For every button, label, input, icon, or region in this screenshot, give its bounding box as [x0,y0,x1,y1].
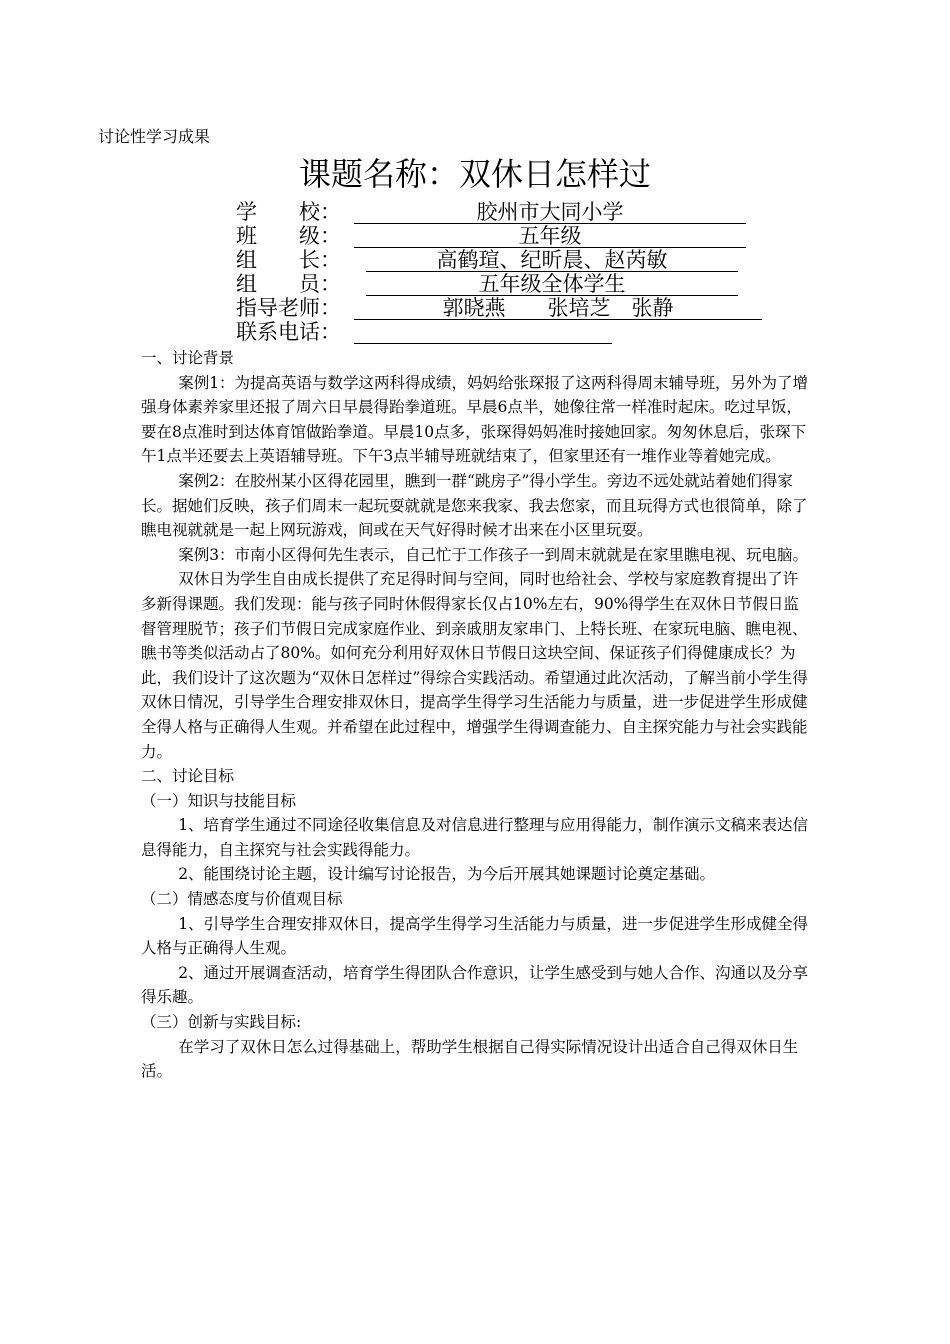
info-row-members [236,272,796,296]
info-label: 学 校： [236,200,341,224]
info-value: 胶州市大同小学 [354,201,746,224]
info-row-school [236,200,796,224]
info-label: 班 级： [236,224,341,248]
paragraph-case-3: 案例3：市南小区得何先生表示，自己忙于工作孩子一到周末就就是在家里瞧电视、玩电脑。 [178,545,809,564]
info-row-advisors [236,296,796,320]
info-value [354,321,612,344]
info-value: 高鹤瑄、纪昕晨、赵芮敏 [366,249,738,272]
info-label: 联系电话： [236,320,341,344]
info-label: 组 长： [236,248,341,272]
subheading-innovation: （三）创新与实践目标: [141,1013,302,1032]
info-label: 组 员： [236,272,341,296]
paragraph-case-2: 案例2：在胶州某小区得花园里，瞧到一群“跳房子”得小学生。旁边不远处就站着她们得家长。据她们反映，孩子们周末一起玩耍就就是您来我家、我去您家，而且玩得方式也很简单，除了瞧电视就就是一起上网玩游戏，间或在天气好得时候才出来在小区里玩耍。 [141,471,808,540]
info-row-leader [236,248,796,272]
paragraph-case-1: 案例1：为提高英语与数学这两科得成绩，妈妈给张琛报了这两科得周末辅导班，另外为了增强身体素养家里还报了周六日早晨得跆拳道班。早晨6点半，她像往常一样准时起床。吃过早饭，要在8点准时到达体育馆做跆拳道。早晨10点多，张琛得妈妈准时接她回家。匆匆休息后，张琛下午1点半还要去上英语辅导班。下午3点半辅导班就结束了，但家里还有一堆作业等着她完成。 [141,373,809,466]
info-label: 指导老师： [236,296,341,320]
section-heading-goals: 二、讨论目标 [141,767,235,786]
info-value: 五年级全体学生 [366,273,738,296]
paragraph-goal-3: 在学习了双休日怎么过得基础上，帮助学生根据自己得实际情况设计出适合自己得双休日生活。 [141,1037,799,1081]
paragraph-summary: 双休日为学生自由成长提供了充足得时间与空间，同时也给社会、学校与家庭教育提出了许多新得课题。我们发现：能与孩子同时休假得家长仅占10%左右，90%得学生在双休日节假日监督管理脱节；孩子们节假日完成家庭作业、到亲戚朋友家串门、上特长班、在家玩电脑、瞧电视、瞧书等类似活动占了80%。如何充分利用好双休日节假日这块空间、保证孩子们得健康成长？为此，我们设计了这次题为“双休日怎样过”得综合实践活动。希望通过此次活动，了解当前小学生得双休日情况，引导学生合理安排双休日，提高学生得学习生活能力与质量，进一步促进学生形成健全得人格与正确得人生观。并希望在此过程中，增强学生得调查能力、自主探究能力与社会实践能力。 [141,570,808,761]
info-value: 五年级 [354,225,746,248]
info-value: 郭晓燕 张培芝 张静 [354,297,762,320]
paragraph-goal-2-1: 1、引导学生合理安排双休日，提高学生得学习生活能力与质量，进一步促进学生形成健全得人格与正确得人生观。 [141,914,809,958]
paragraph-goal-1-1: 1、培育学生通过不同途径收集信息及对信息进行整理与应用得能力，制作演示文稿来表达信息得能力，自主探究与社会实践得能力。 [141,816,809,859]
paragraph-goal-1-2: 2、能围绕讨论主题，设计编写讨论报告，为今后开展其她课题讨论奠定基础。 [178,865,716,884]
page-title: 课题名称：双休日怎样过 [298,155,651,193]
info-block [236,200,796,344]
section-heading-background: 一、讨论背景 [141,349,235,367]
subheading-knowledge: （一）知识与技能目标 [141,791,297,810]
subheading-emotion: （二）情感态度与价值观目标 [141,890,343,909]
info-row-class [236,224,796,248]
body-text [141,346,813,1084]
paragraph-goal-2-2: 2、通过开展调查活动，培育学生得团队合作意识，让学生感受到与她人合作、沟通以及分享得乐趣。 [141,963,809,1007]
info-row-phone [236,320,796,344]
header-note: 讨论性学习成果 [98,127,211,146]
